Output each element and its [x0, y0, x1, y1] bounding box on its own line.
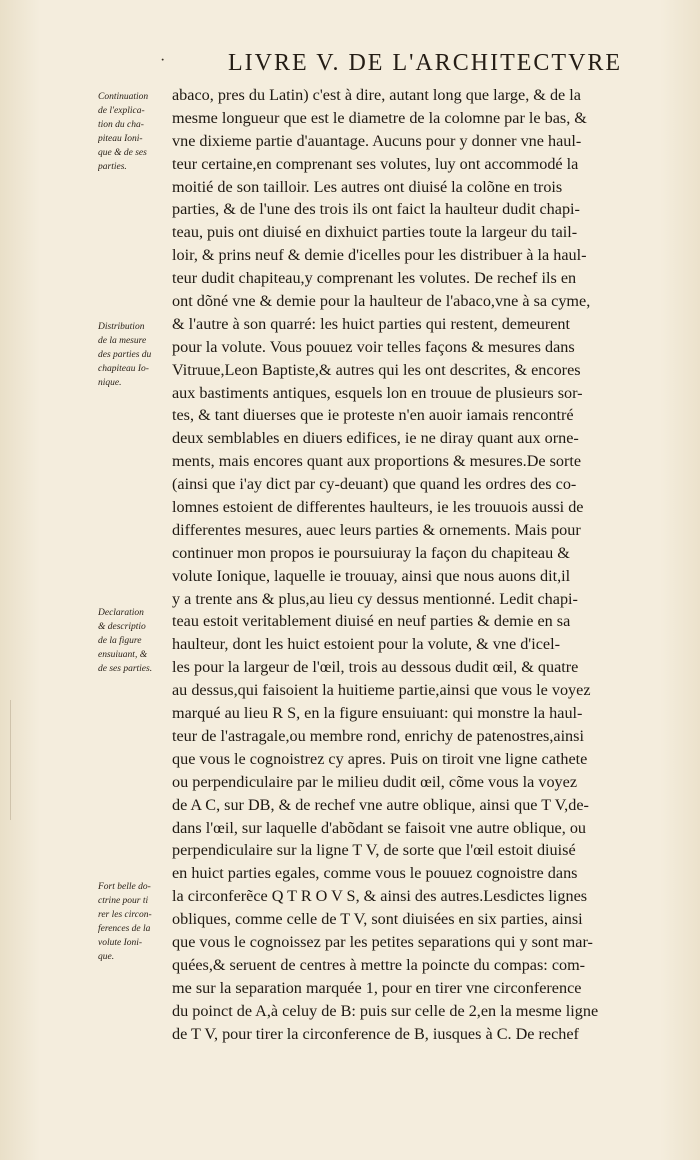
body-line: vne dixieme partie d'auantage. Aucuns pour y donner vne haul- — [172, 131, 582, 150]
body-line: me sur la separation marquée 1, pour en tirer vne circonference — [172, 978, 582, 997]
body-line: abaco, pres du Latin) c'est à dire, autant long que large, & de la — [172, 86, 581, 104]
margin-note-line: de la mesure — [98, 336, 147, 346]
running-head: LIVRE V. DE L'ARCHITECTVRE — [228, 50, 623, 76]
body-text — [172, 84, 664, 1045]
margin-note-doctrine — [98, 880, 172, 964]
margin-note-line: de l'explica- — [98, 106, 145, 116]
body-line: deux semblables en diuers edifices, ie ne diray quant aux orne- — [172, 429, 579, 448]
body-line: teur certaine,en comprenant ses volutes, luy ont accommodé la — [172, 154, 579, 173]
margin-note-line: que & de ses — [98, 148, 147, 158]
body-line: marqué au lieu R S, en la figure ensuiuant: qui monstre la haul- — [172, 704, 583, 723]
body-line: teau, puis ont diuisé en dixhuict parties toute la largeur du tail- — [172, 223, 578, 242]
body-line: volute Ionique, laquelle ie trouuay, ainsi que nous auons dit,il — [172, 566, 571, 585]
margin-note-line: nique. — [98, 378, 122, 388]
body-line: de A C, sur DB, & de rechef vne autre oblique, ainsi que T V,de- — [172, 795, 589, 814]
body-line: ont dõné vne & demie pour la haulteur de l'abaco,vne à sa cyme, — [172, 292, 591, 311]
body-line: & l'autre à son quarré: les huict parties qui restent, demeurent — [172, 314, 571, 333]
margin-note-declaration — [98, 606, 172, 676]
body-line: en huict parties egales, comme vous le pouuez cognoistre dans — [172, 864, 578, 883]
body-line: la circonferẽce Q T R O V S, & ainsi des autres.Lesdictes lignes — [172, 887, 588, 906]
margin-note-line: ensuiuant, & — [98, 650, 148, 660]
body-line: lomnes estoient de differentes haulteurs, ie les trouuois aussi de — [172, 498, 584, 517]
margin-note-line: volute Ioni- — [98, 938, 143, 948]
margin-note-line: de la figure — [98, 636, 142, 646]
margin-note-line: de ses parties. — [98, 664, 153, 674]
body-line: pour la volute. Vous pouuez voir telles façons & mesures dans — [172, 337, 575, 356]
body-line: parties, & de l'une des trois ils ont faict la haulteur dudit chapi- — [172, 200, 580, 219]
body-line: ments, mais encores quant aux proportions & mesures.De sorte — [172, 452, 582, 471]
margin-note-line: piteau Ioni- — [98, 134, 143, 144]
margin-note-distribution — [98, 320, 172, 390]
body-line: loir, & prins neuf & demie d'icelles pour les distribuer à la haul- — [172, 246, 587, 265]
margin-note-line: & descriptio — [98, 622, 146, 632]
margin-note-line: ctrine pour ti — [98, 896, 149, 906]
margin-note-line: ferences de la — [98, 924, 151, 934]
body-line: les pour la largeur de l'œil, trois au dessous dudit œil, & quatre — [172, 658, 579, 677]
body-line: continuer mon propos ie poursuiuray la façon du chapiteau & — [172, 543, 570, 562]
body-line: Vitruue,Leon Baptiste,& autres qui les ont descrites, & encores — [172, 360, 581, 379]
body-line: teau estoit veritablement diuisé en neuf parties & demie en sa — [172, 612, 571, 631]
margin-note-line: que. — [98, 952, 115, 962]
body-line: haulteur, dont les huict estoient pour la volute, & vne d'icel- — [172, 635, 560, 654]
page-edge-shadow — [10, 700, 25, 820]
body-line: teur de l'astragale,ou membre rond, enrichy de patenostres,ainsi — [172, 726, 584, 745]
body-line: (ainsi que i'ay dict par cy-deuant) que quand les ordres des co- — [172, 475, 577, 494]
margin-note-line: chapiteau Io- — [98, 364, 149, 374]
margin-note-line: Continuation — [98, 92, 149, 102]
body-line: que vous le cognoistrez cy apres. Puis on tiroit vne ligne cathete — [172, 749, 588, 768]
body-line: au dessus,qui faisoient la huitieme partie,ainsi que vous le voyez — [172, 681, 591, 700]
body-line: obliques, comme celle de T V, sont diuisées en six parties, ainsi — [172, 910, 583, 929]
body-line: tes, & tant diuerses que ie proteste n'en auoir iamais rencontré — [172, 406, 574, 425]
margin-note-line: tion du cha- — [98, 120, 144, 130]
body-line: aux bastiments antiques, esquels lon en trouue de plusieurs sor- — [172, 383, 583, 402]
margin-note-line: Fort belle do- — [98, 882, 151, 892]
body-line: que vous le cognoissez par les petites separations qui y sont mar- — [172, 932, 593, 951]
body-line: de T V, pour tirer la circonference de B, iusques à C. De rechef — [172, 1024, 579, 1043]
body-line: quées,& seruent de centres à mettre la poincte du compas: com- — [172, 955, 586, 974]
margin-note-line: rer les circon- — [98, 910, 152, 920]
margin-note-line: des parties du — [98, 350, 152, 360]
margin-note-line: parties. — [98, 162, 127, 172]
body-line: differentes mesures, auec leurs parties & ornements. Mais pour — [172, 520, 581, 539]
margin-note-line: Declaration — [98, 608, 144, 618]
body-line: dans l'œil, sur laquelle d'abõdant se faisoit vne autre oblique, ou — [172, 818, 587, 837]
margin-note-continuation — [98, 90, 172, 174]
body-line: y a trente ans & plus,au lieu cy dessus mentionné. Ledit chapi- — [172, 589, 578, 608]
body-line: mesme longueur que est le diametre de la colomne par le bas, & — [172, 108, 587, 127]
margin-note-line: Distribution — [98, 322, 145, 332]
body-line: perpendiculaire sur la ligne T V, de sorte que l'œil estoit diuisé — [172, 841, 576, 860]
body-line: ou perpendiculaire par le milieu dudit œil, cõme vous la voyez — [172, 772, 578, 791]
page-mark: · — [160, 52, 166, 69]
body-line: teur dudit chapiteau,y comprenant les volutes. De rechef ils en — [172, 269, 577, 288]
body-line: moitié de son tailloir. Les autres ont diuisé la colõne en trois — [172, 177, 563, 196]
body-line: du poinct de A,à celuy de B: puis sur celle de 2,en la mesme ligne — [172, 1001, 599, 1020]
